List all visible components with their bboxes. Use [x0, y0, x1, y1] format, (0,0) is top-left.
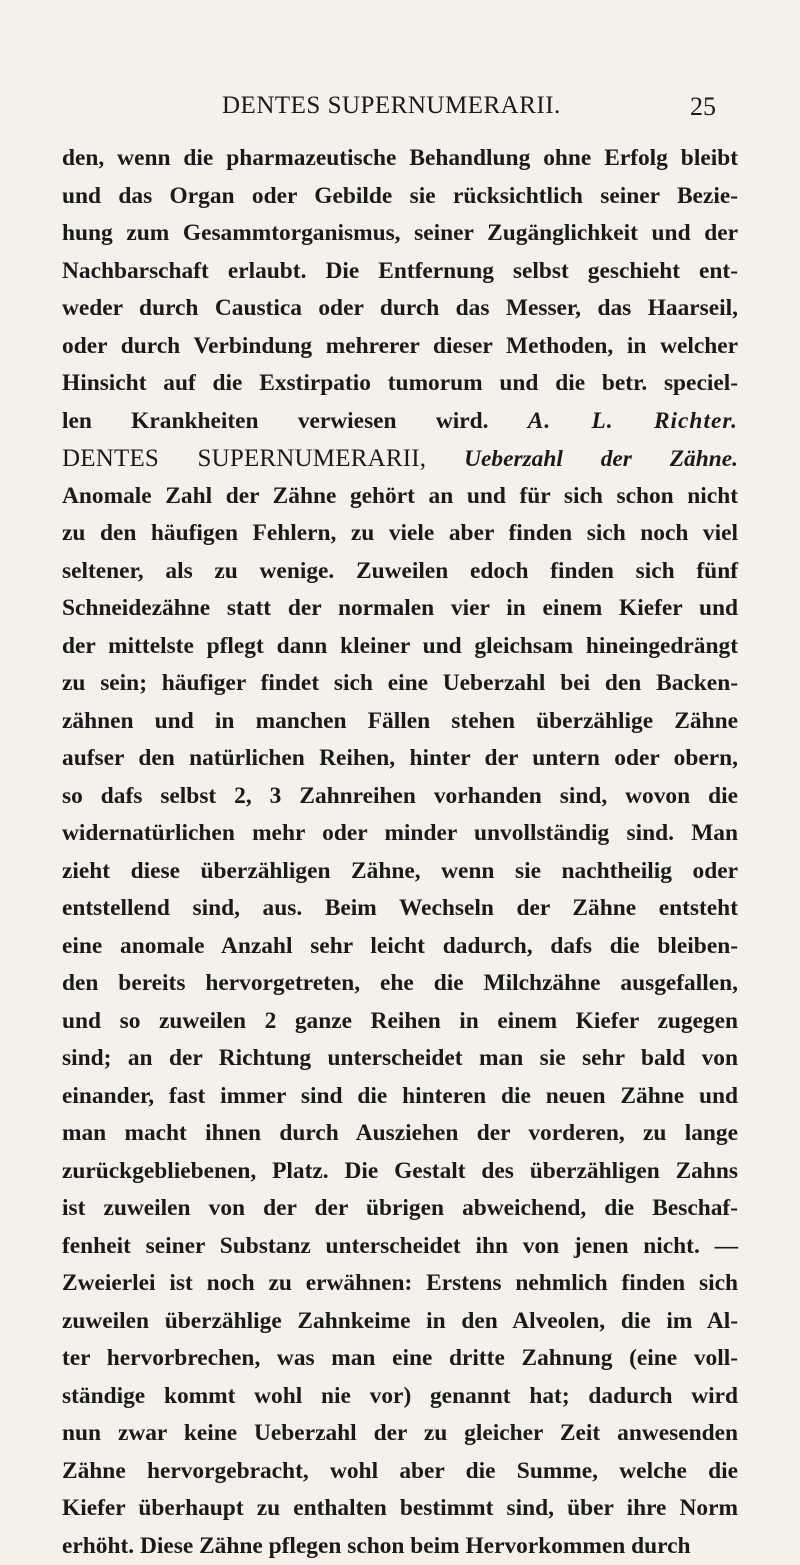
text-line: so dafs selbst 2, 3 Zahnreihen vorhanden sind, wovon die — [62, 778, 738, 816]
text-line: hung zum Gesammtorganismus, seiner Zugänglichkeit und der — [62, 215, 738, 253]
text-line: seltener, als zu wenige. Zuweilen edoch finden sich fünf — [62, 553, 738, 591]
text-line: aufser den natürlichen Reihen, hinter der untern oder obern, — [62, 740, 738, 778]
text-line: den, wenn die pharmazeutische Behandlung ohne Erfolg bleibt — [62, 140, 738, 178]
text-line: Hinsicht auf die Exstirpatio tumorum und die betr. speciel- — [62, 365, 738, 403]
text-line: ständige kommt wohl nie vor) genannt hat; dadurch wird — [62, 1378, 738, 1416]
text-line: und so zuweilen 2 ganze Reihen in einem Kiefer zugegen — [62, 1003, 738, 1041]
text-line: zu den häufigen Fehlern, zu viele aber finden sich noch viel — [62, 515, 738, 553]
text-line: widernatürlichen mehr oder minder unvollständig sind. Man — [62, 815, 738, 853]
text-line: zu sein; häufiger findet sich eine Ueberzahl bei den Backen- — [62, 665, 738, 703]
text-line: nun zwar keine Ueberzahl der zu gleicher Zeit anwesenden — [62, 1415, 738, 1453]
text-line: Nachbarschaft erlaubt. Die Entfernung selbst geschieht ent- — [62, 253, 738, 291]
text-line: Schneidezähne statt der normalen vier in einem Kiefer und — [62, 590, 738, 628]
body-text — [62, 140, 738, 1565]
text-line: einander, fast immer sind die hinteren die neuen Zähne und — [62, 1078, 738, 1116]
text-line: ist zuweilen von der der übrigen abweichend, die Beschaf- — [62, 1190, 738, 1228]
text-line: sind; an der Richtung unterscheidet man sie sehr bald von — [62, 1040, 738, 1078]
text-line: Zweierlei ist noch zu erwähnen: Erstens nehmlich finden sich — [62, 1265, 738, 1303]
text-line: man macht ihnen durch Ausziehen der vorderen, zu lange — [62, 1115, 738, 1153]
text-line: erhöht. Diese Zähne pflegen schon beim Hervorkommen durch — [62, 1528, 738, 1565]
running-head — [0, 92, 800, 132]
entry-headword: DENTES SUPERNUMERARII, — [62, 445, 426, 472]
text-line: weder durch Caustica oder durch das Messer, das Haarseil, — [62, 290, 738, 328]
text-line: zieht diese überzähligen Zähne, wenn sie nachtheilig oder — [62, 853, 738, 891]
text-line: oder durch Verbindung mehrerer dieser Methoden, in welcher — [62, 328, 738, 366]
text-line: entstellend sind, aus. Beim Wechseln der Zähne entsteht — [62, 890, 738, 928]
text-line: Kiefer überhaupt zu enthalten bestimmt sind, über ihre Norm — [62, 1490, 738, 1528]
signature-line — [62, 403, 738, 441]
text-line: ter hervorbrechen, was man eine dritte Zahnung (eine voll- — [62, 1340, 738, 1378]
text-line: zurückgebliebenen, Platz. Die Gestalt des überzähligen Zahns — [62, 1153, 738, 1191]
text-line: und das Organ oder Gebilde sie rücksichtlich seiner Bezie- — [62, 178, 738, 216]
text-line: Anomale Zahl der Zähne gehört an und für sich schon nicht — [62, 478, 738, 516]
text-line: zähnen und in manchen Fällen stehen überzählige Zähne — [62, 703, 738, 741]
entry-translation: Ueberzahl der Zähne. — [464, 446, 738, 472]
running-title: DENTES SUPERNUMERARII. — [222, 92, 561, 120]
text-line: zuweilen überzählige Zahnkeime in den Alveolen, die im Al- — [62, 1303, 738, 1341]
text-line: Zähne hervorgebracht, wohl aber die Summe, welche die — [62, 1453, 738, 1491]
closing-text: len Krankheiten verwiesen wird. — [62, 408, 488, 434]
author-signature: A. L. Richter. — [528, 408, 738, 434]
text-line: eine anomale Anzahl sehr leicht dadurch, dafs die bleiben- — [62, 928, 738, 966]
text-line: den bereits hervorgetreten, ehe die Milchzähne ausgefallen, — [62, 965, 738, 1003]
entry-heading — [62, 440, 738, 478]
page-number: 25 — [690, 92, 716, 122]
text-line: fenheit seiner Substanz unterscheidet ihn von jenen nicht. — — [62, 1228, 738, 1266]
text-line: der mittelste pflegt dann kleiner und gleichsam hineingedrängt — [62, 628, 738, 666]
